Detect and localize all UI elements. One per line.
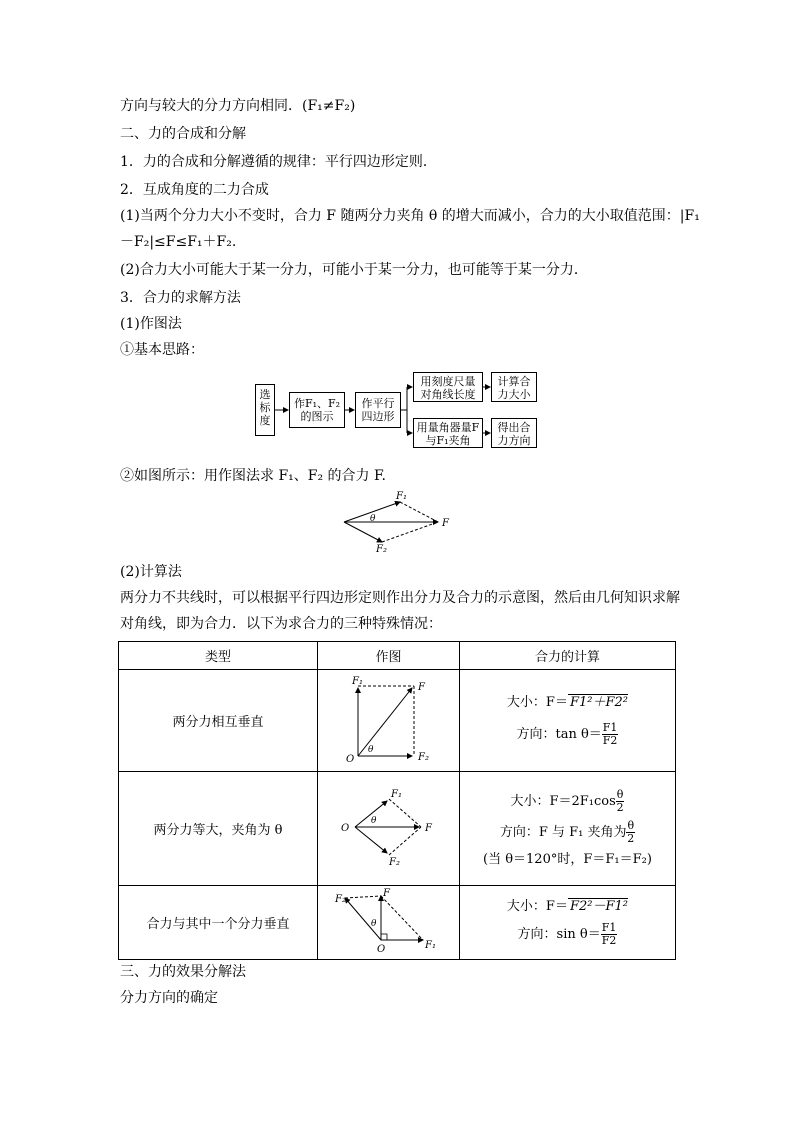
- special-case-note: (当 θ＝120°时，F＝F₁＝F₂): [483, 851, 652, 867]
- table-row: [119, 670, 676, 772]
- label-F1: F₁: [391, 788, 403, 800]
- label-F: F: [383, 887, 391, 899]
- text-line: 1．力的合成和分解遵循的规律：平行四边形定则．: [120, 154, 437, 170]
- size-text: 大小：F＝: [506, 899, 568, 914]
- figure-cell: [318, 670, 460, 772]
- label-F: F: [425, 822, 433, 834]
- size-text: 大小：F＝2F₁cos: [510, 793, 616, 809]
- flow-box-parallelogram: 作平行四边形: [355, 392, 401, 428]
- label-F1: F₁: [425, 939, 437, 951]
- type-cell: 合力与其中一个分力垂直: [119, 886, 318, 960]
- label-F1: F₁: [352, 675, 364, 687]
- sqrt-expr: F2²－F1²: [569, 899, 628, 914]
- flow-box-draw-forces: 作F₁、F₂的图示: [289, 392, 345, 428]
- table-header: 合力的计算: [459, 642, 675, 670]
- flow-box-direction: 得出合力方向: [491, 418, 537, 448]
- text-line: 两分力不共线时，可以根据平行四边形定则作出分力及合力的示意图，然后由几何知识求解: [120, 590, 680, 606]
- label-F2: F₂: [389, 856, 401, 867]
- fraction: $\frac{\theta}{2}$: [627, 818, 635, 845]
- label-O: O: [346, 753, 355, 764]
- fraction: $\frac{\theta}{2}$: [616, 787, 624, 814]
- label-theta: θ: [371, 815, 377, 826]
- fraction: $\frac{F1}{F2}$: [601, 921, 617, 947]
- label-O: O: [377, 943, 386, 954]
- text-line: ②如图所示：用作图法求 F₁、F₂ 的合力 F.: [120, 468, 386, 484]
- label-F2: F₂: [418, 751, 430, 763]
- resultant-force-table: [118, 641, 676, 960]
- text-line: (1)作图法: [120, 316, 182, 332]
- perpendicular-figure: [338, 674, 438, 764]
- flow-box-calc-size: 计算合力大小: [491, 372, 537, 402]
- label-F: F: [442, 518, 449, 529]
- label-theta: θ: [368, 744, 374, 755]
- flow-arrows: [255, 368, 555, 458]
- label-F2: F₂: [376, 544, 387, 555]
- label-O: O: [341, 822, 350, 834]
- text-line: (2)合力大小可能大于某一分力，可能小于某一分力，也可能等于某一分力．: [120, 262, 588, 278]
- flow-box-scale: 选标度: [255, 384, 275, 436]
- figure-cell: [318, 886, 460, 960]
- parallelogram-figure: [340, 488, 460, 556]
- calc-cell: [459, 772, 675, 886]
- size-text: 大小：F＝: [506, 695, 568, 710]
- text-line: 3．合力的求解方法: [120, 290, 241, 306]
- text-line: 2．互成角度的二力合成: [120, 182, 269, 198]
- label-theta: θ: [370, 514, 376, 524]
- flow-box-measure-angle: 用量角器量F与F₁夹角: [413, 418, 483, 448]
- section-heading: 三、力的效果分解法: [120, 964, 246, 980]
- table-header: 类型: [119, 642, 318, 670]
- text-line: ①基本思路：: [120, 342, 204, 358]
- table-row: [119, 772, 676, 886]
- label-theta: θ: [371, 918, 377, 929]
- label-F2: F₂: [335, 893, 347, 905]
- figure-cell: [318, 772, 460, 886]
- text-line: 方向与较大的分力方向相同．(F₁≠F₂): [120, 98, 356, 114]
- text-line: 分力方向的确定: [120, 990, 218, 1006]
- flowchart: [255, 368, 555, 458]
- sqrt-expr: F1²＋F2²: [569, 695, 628, 710]
- calc-cell: [459, 670, 675, 772]
- text-line: (2)计算法: [120, 564, 182, 580]
- flow-box-measure-length: 用刻度尺量对角线长度: [413, 372, 483, 402]
- label-F1: F₁: [396, 491, 407, 502]
- text-line: 对角线，即为合力．以下为求合力的三种特殊情况：: [120, 616, 442, 632]
- direction-text: 方向：tan θ＝: [516, 727, 602, 742]
- text-line: －F₂|≤F≤F₁＋F₂.: [120, 234, 237, 250]
- fraction: $\frac{F1}{F2}$: [602, 721, 618, 747]
- direction-text: 方向：sin θ＝: [517, 927, 601, 942]
- table-row: [119, 886, 676, 960]
- type-cell: 两分力相互垂直: [119, 670, 318, 772]
- table-header: 作图: [318, 642, 460, 670]
- section-heading: 二、力的合成和分解: [120, 126, 246, 142]
- direction-text: 方向：F 与 F₁ 夹角为: [499, 824, 627, 840]
- text-line: (1)当两个分力大小不变时，合力 F 随两分力夹角 θ 的增大而减小，合力的大小取值范围：|F₁: [120, 208, 700, 224]
- label-F: F: [418, 681, 426, 693]
- calc-cell: [459, 886, 675, 960]
- perpendicular-resultant-figure: [333, 888, 443, 954]
- equal-forces-figure: [333, 787, 443, 867]
- type-cell: 两分力等大，夹角为 θ: [119, 772, 318, 886]
